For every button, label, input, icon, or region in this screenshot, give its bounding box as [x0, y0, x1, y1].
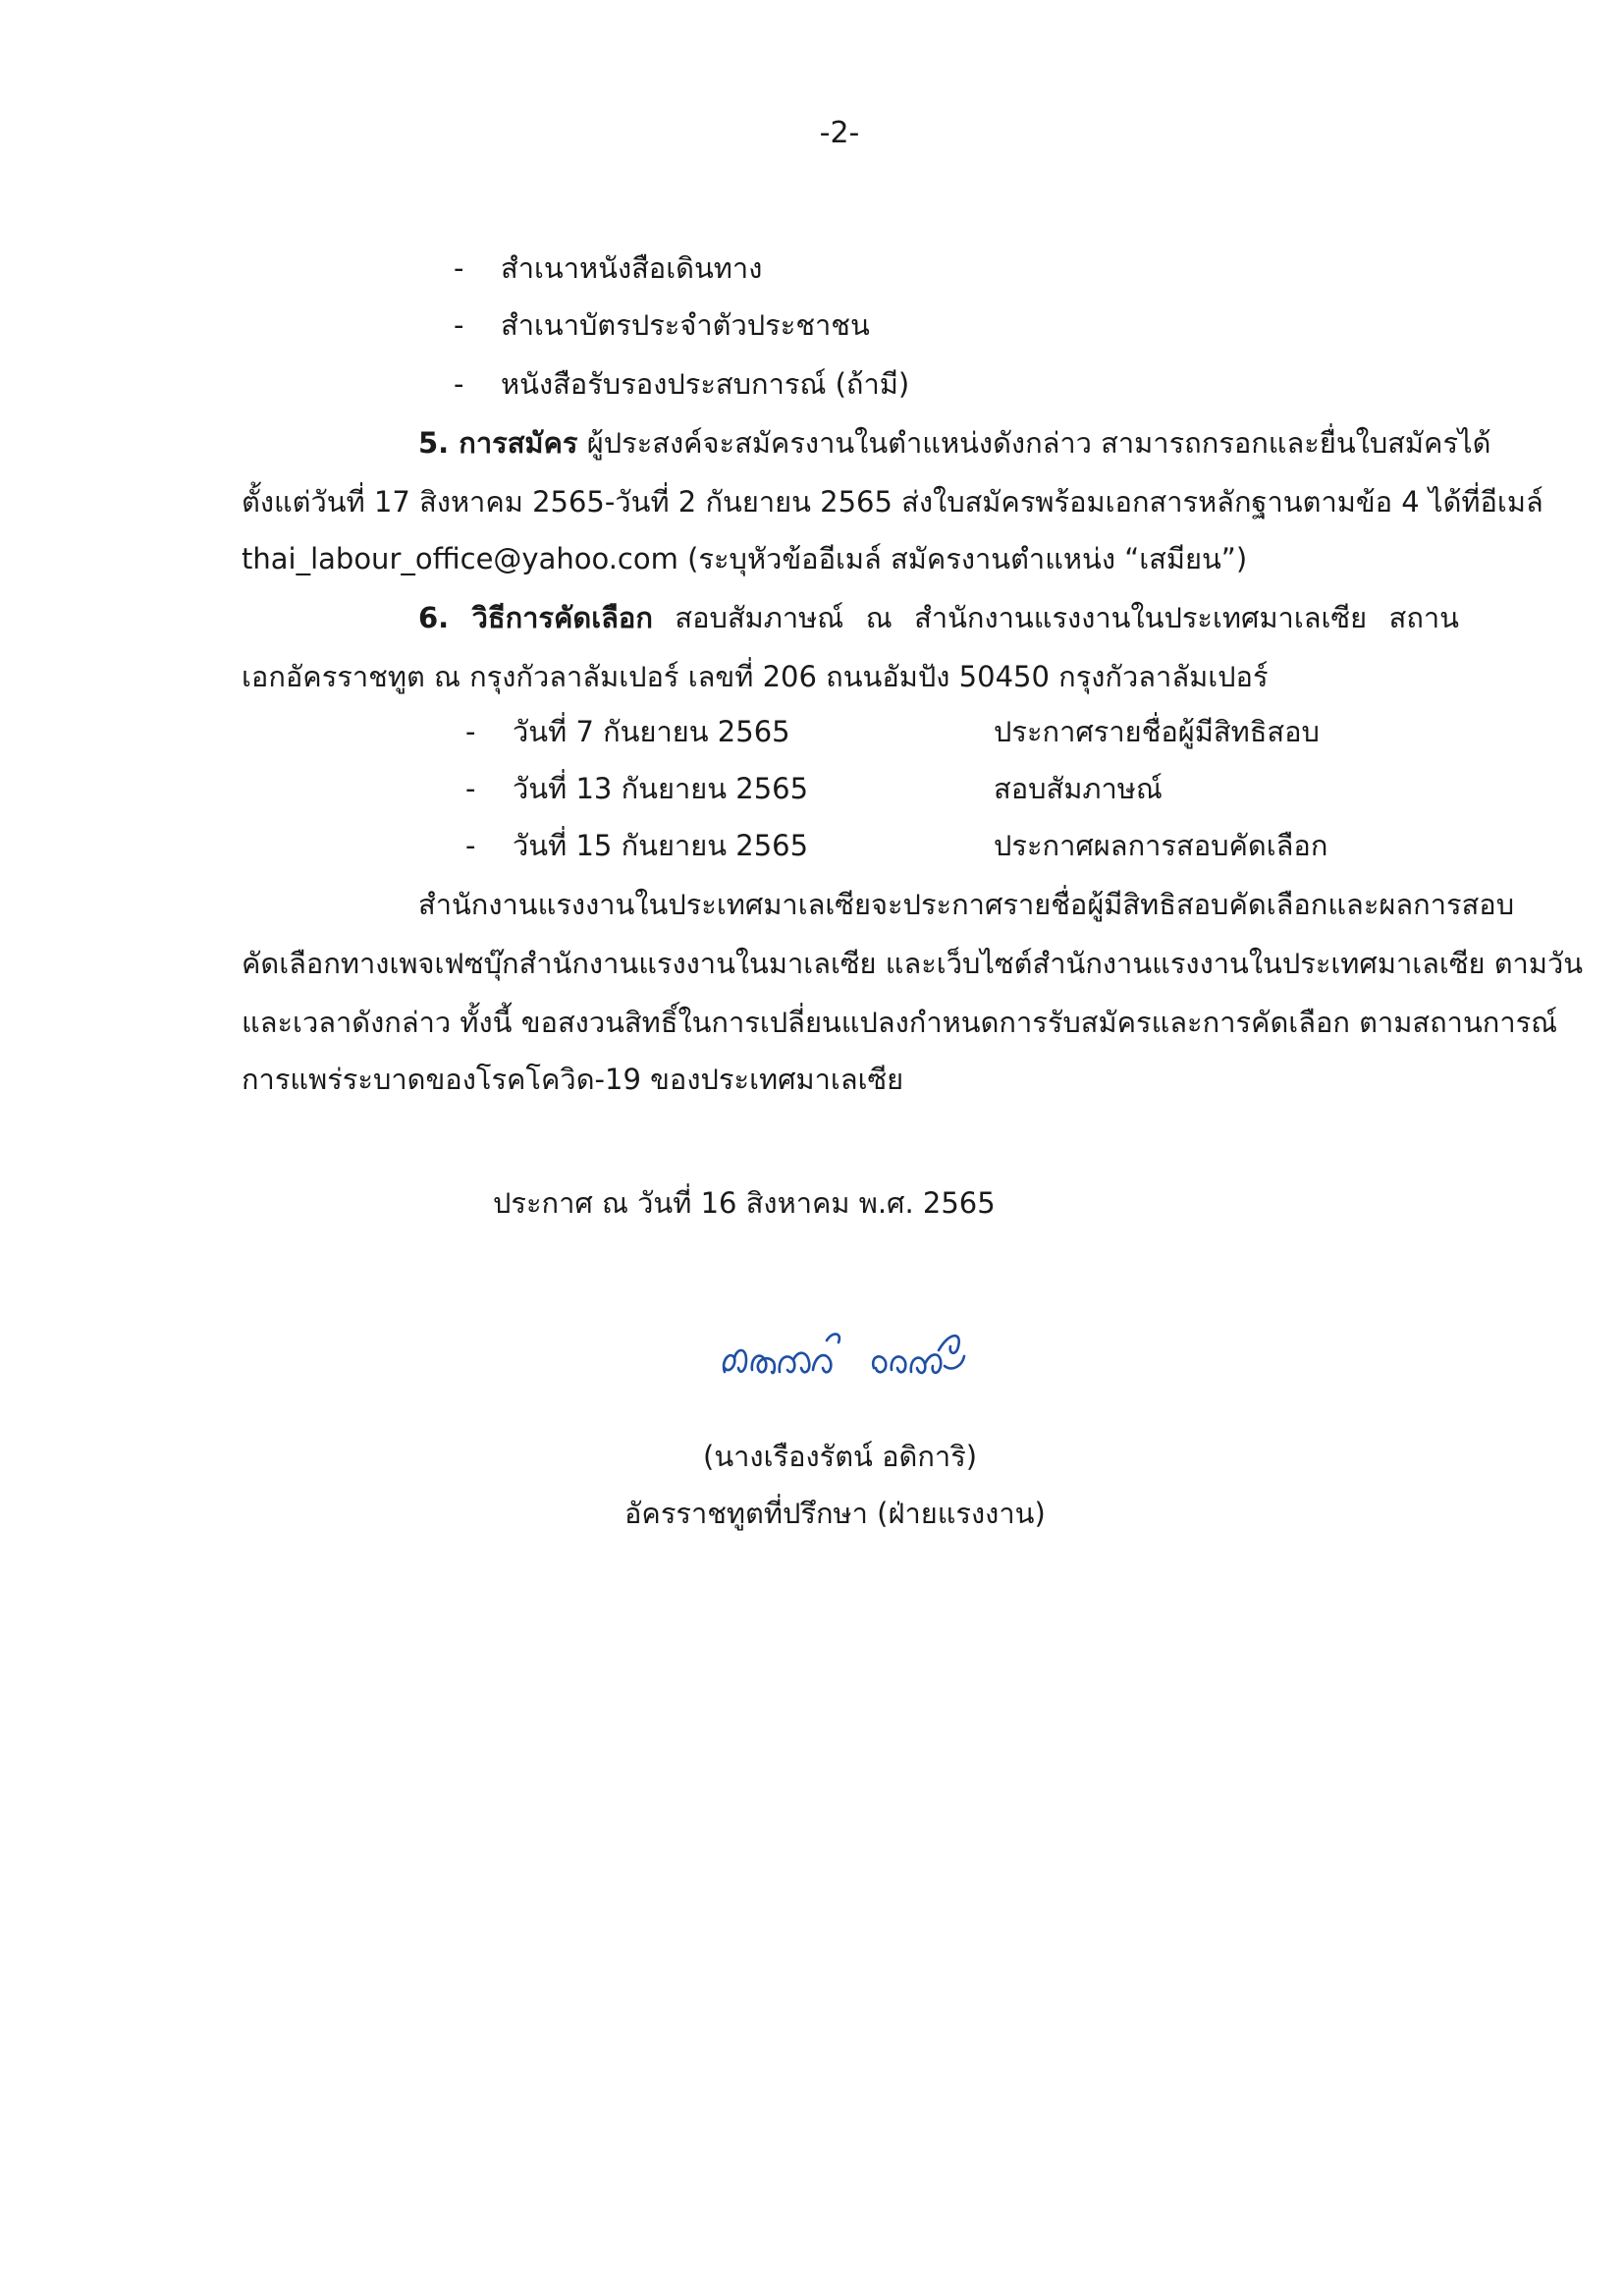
notice-line1: สำนักงานแรงงานในประเทศมาเลเซียจะประกาศรายชื่อผู้มีสิทธิสอบคัดเลือกและผลการสอบ — [418, 888, 1515, 921]
schedule-event: ประกาศรายชื่อผู้มีสิทธิสอบ — [994, 715, 1320, 748]
signer-name: (นางเรืองรัตน์ อดิการิ) — [703, 1440, 978, 1473]
list-item — [454, 361, 909, 407]
section5-line3: thai_labour_office@yahoo.com (ระบุหัวข้ออีเมล์ สมัครงานตำแหน่ง “เสมียน”) — [242, 542, 1248, 575]
announce-date: ประกาศ ณ วันที่ 16 สิงหาคม พ.ศ. 2565 — [493, 1186, 996, 1220]
signature — [717, 1311, 982, 1390]
schedule-date — [465, 766, 808, 811]
bullet-dash: - — [465, 829, 476, 862]
schedule-date — [465, 709, 790, 754]
section6-heading: 6. วิธีการคัดเลือก — [418, 601, 653, 634]
notice-line4: การแพร่ระบาดของโรคโควิด-19 ของประเทศมาเลเซีย — [242, 1063, 904, 1096]
schedule-date-text: วันที่ 15 กันยายน 2565 — [513, 829, 809, 862]
section5-heading: 5. การสมัคร — [418, 426, 578, 460]
bullet-dash: - — [465, 715, 476, 748]
list-item — [454, 302, 870, 348]
schedule-date-text: วันที่ 13 กันยายน 2565 — [513, 772, 809, 805]
bullet-dash: - — [454, 251, 464, 285]
list-item-text: หนังสือรับรองประสบการณ์ (ถ้ามี) — [501, 367, 910, 401]
signer-title: อัครราชทูตที่ปรึกษา (ฝ่ายแรงงาน) — [624, 1497, 1046, 1530]
page-number: -2- — [819, 116, 860, 150]
schedule-event: ประกาศผลการสอบคัดเลือก — [994, 829, 1328, 862]
bullet-dash: - — [454, 308, 464, 342]
list-item — [454, 246, 762, 291]
notice-line3: และเวลาดังกล่าว ทั้งนี้ ขอสงวนสิทธิ์ในการเปลี่ยนแปลงกำหนดการรับสมัครและการคัดเลือก ตามสถานการณ์ — [242, 1006, 1558, 1039]
schedule-event: สอบสัมภาษณ์ — [994, 772, 1163, 805]
schedule-date — [465, 823, 808, 868]
list-item-text: สำเนาหนังสือเดินทาง — [501, 251, 763, 285]
list-item-text: สำเนาบัตรประจำตัวประชาชน — [501, 308, 870, 342]
notice-line2: คัดเลือกทางเพจเฟซบุ๊กสำนักงานแรงงานในมาเลเซีย และเว็บไซต์สำนักงานแรงงานในประเทศมาเลเซีย ตามวัน — [242, 947, 1584, 980]
bullet-dash: - — [454, 367, 464, 401]
bullet-dash: - — [465, 772, 476, 805]
schedule-date-text: วันที่ 7 กันยายน 2565 — [513, 715, 790, 748]
section6-line2: เอกอัครราชทูต ณ กรุงกัวลาลัมเปอร์ เลขที่ 206 ถนนอัมปัง 50450 กรุงกัวลาลัมเปอร์ — [242, 660, 1269, 693]
section6-line1-text: สอบสัมภาษณ์ ณ สำนักงานแรงงานในประเทศมาเลเซีย สถาน — [675, 601, 1459, 634]
section5-line1-text: ผู้ประสงค์จะสมัครงานในตำแหน่งดังกล่าว สามารถกรอกและยื่นใบสมัครได้ — [586, 426, 1491, 460]
section5-line1 — [418, 420, 1491, 465]
section6-line1 — [418, 595, 1459, 640]
section5-line2: ตั้งแต่วันที่ 17 สิงหาคม 2565-วันที่ 2 กันยายน 2565 ส่งใบสมัครพร้อมเอกสารหลักฐานตามข้อ 4 ได้ที่อีเมล์ — [242, 485, 1543, 519]
